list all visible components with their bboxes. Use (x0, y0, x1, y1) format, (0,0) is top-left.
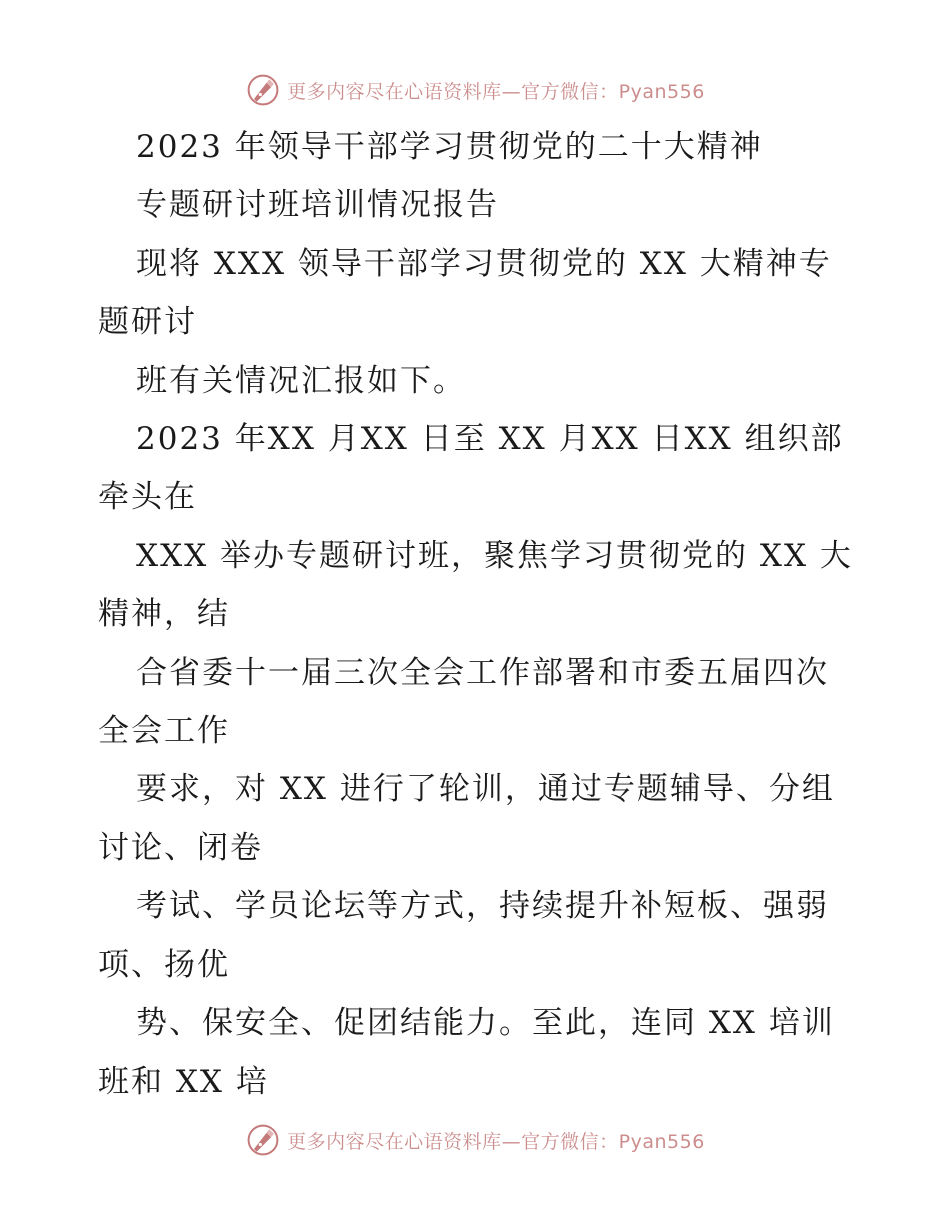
header-watermark (0, 68, 950, 112)
document-paragraph (98, 235, 858, 1111)
document-line: 现将 XXX 领导干部学习贯彻党的 XX 大精神专 (136, 245, 832, 282)
document-line: 精神，结 (98, 596, 230, 633)
document-line: 考试、学员论坛等方式，持续提升补短板、强弱 (136, 888, 829, 925)
document-line: XXX 举办专题研讨班，聚焦学习贯彻党的 XX 大 (136, 537, 853, 574)
watermark-text: 更多内容尽在心语资料库—官方微信：Pyan556 (287, 80, 705, 103)
watermark-text: 更多内容尽在心语资料库—官方微信：Pyan556 (287, 1130, 705, 1153)
document-line: 势、保安全、促团结能力。至此，连同 XX 培训 (136, 1005, 835, 1042)
document-title-line-2: 专题研讨班培训情况报告 (136, 187, 499, 224)
document-line: 班和 XX 培 (98, 1063, 269, 1100)
document-line: 班有关情况汇报如下。 (136, 362, 466, 399)
document-line: 讨论、闭卷 (98, 829, 263, 866)
document-line: 合省委十一届三次全会工作部署和市委五届四次 (136, 654, 829, 691)
document-line: 牵头在 (98, 479, 197, 516)
document-body (98, 118, 858, 1111)
document-line: 要求，对 XX 进行了轮训，通过专题辅导、分组 (136, 771, 835, 808)
pen-nib-logo-icon (245, 72, 281, 108)
document-line: 2023 年XX 月XX 日至 XX 月XX 日XX 组织部 (136, 421, 844, 458)
pen-nib-logo-icon (245, 1122, 281, 1158)
document-line: 全会工作 (98, 713, 230, 750)
document-title-line-1: 2023 年领导干部学习贯彻党的二十大精神 (136, 129, 763, 165)
footer-watermark (0, 1118, 950, 1162)
document-line: 项、扬优 (98, 946, 230, 983)
document-line: 题研讨 (98, 304, 197, 341)
